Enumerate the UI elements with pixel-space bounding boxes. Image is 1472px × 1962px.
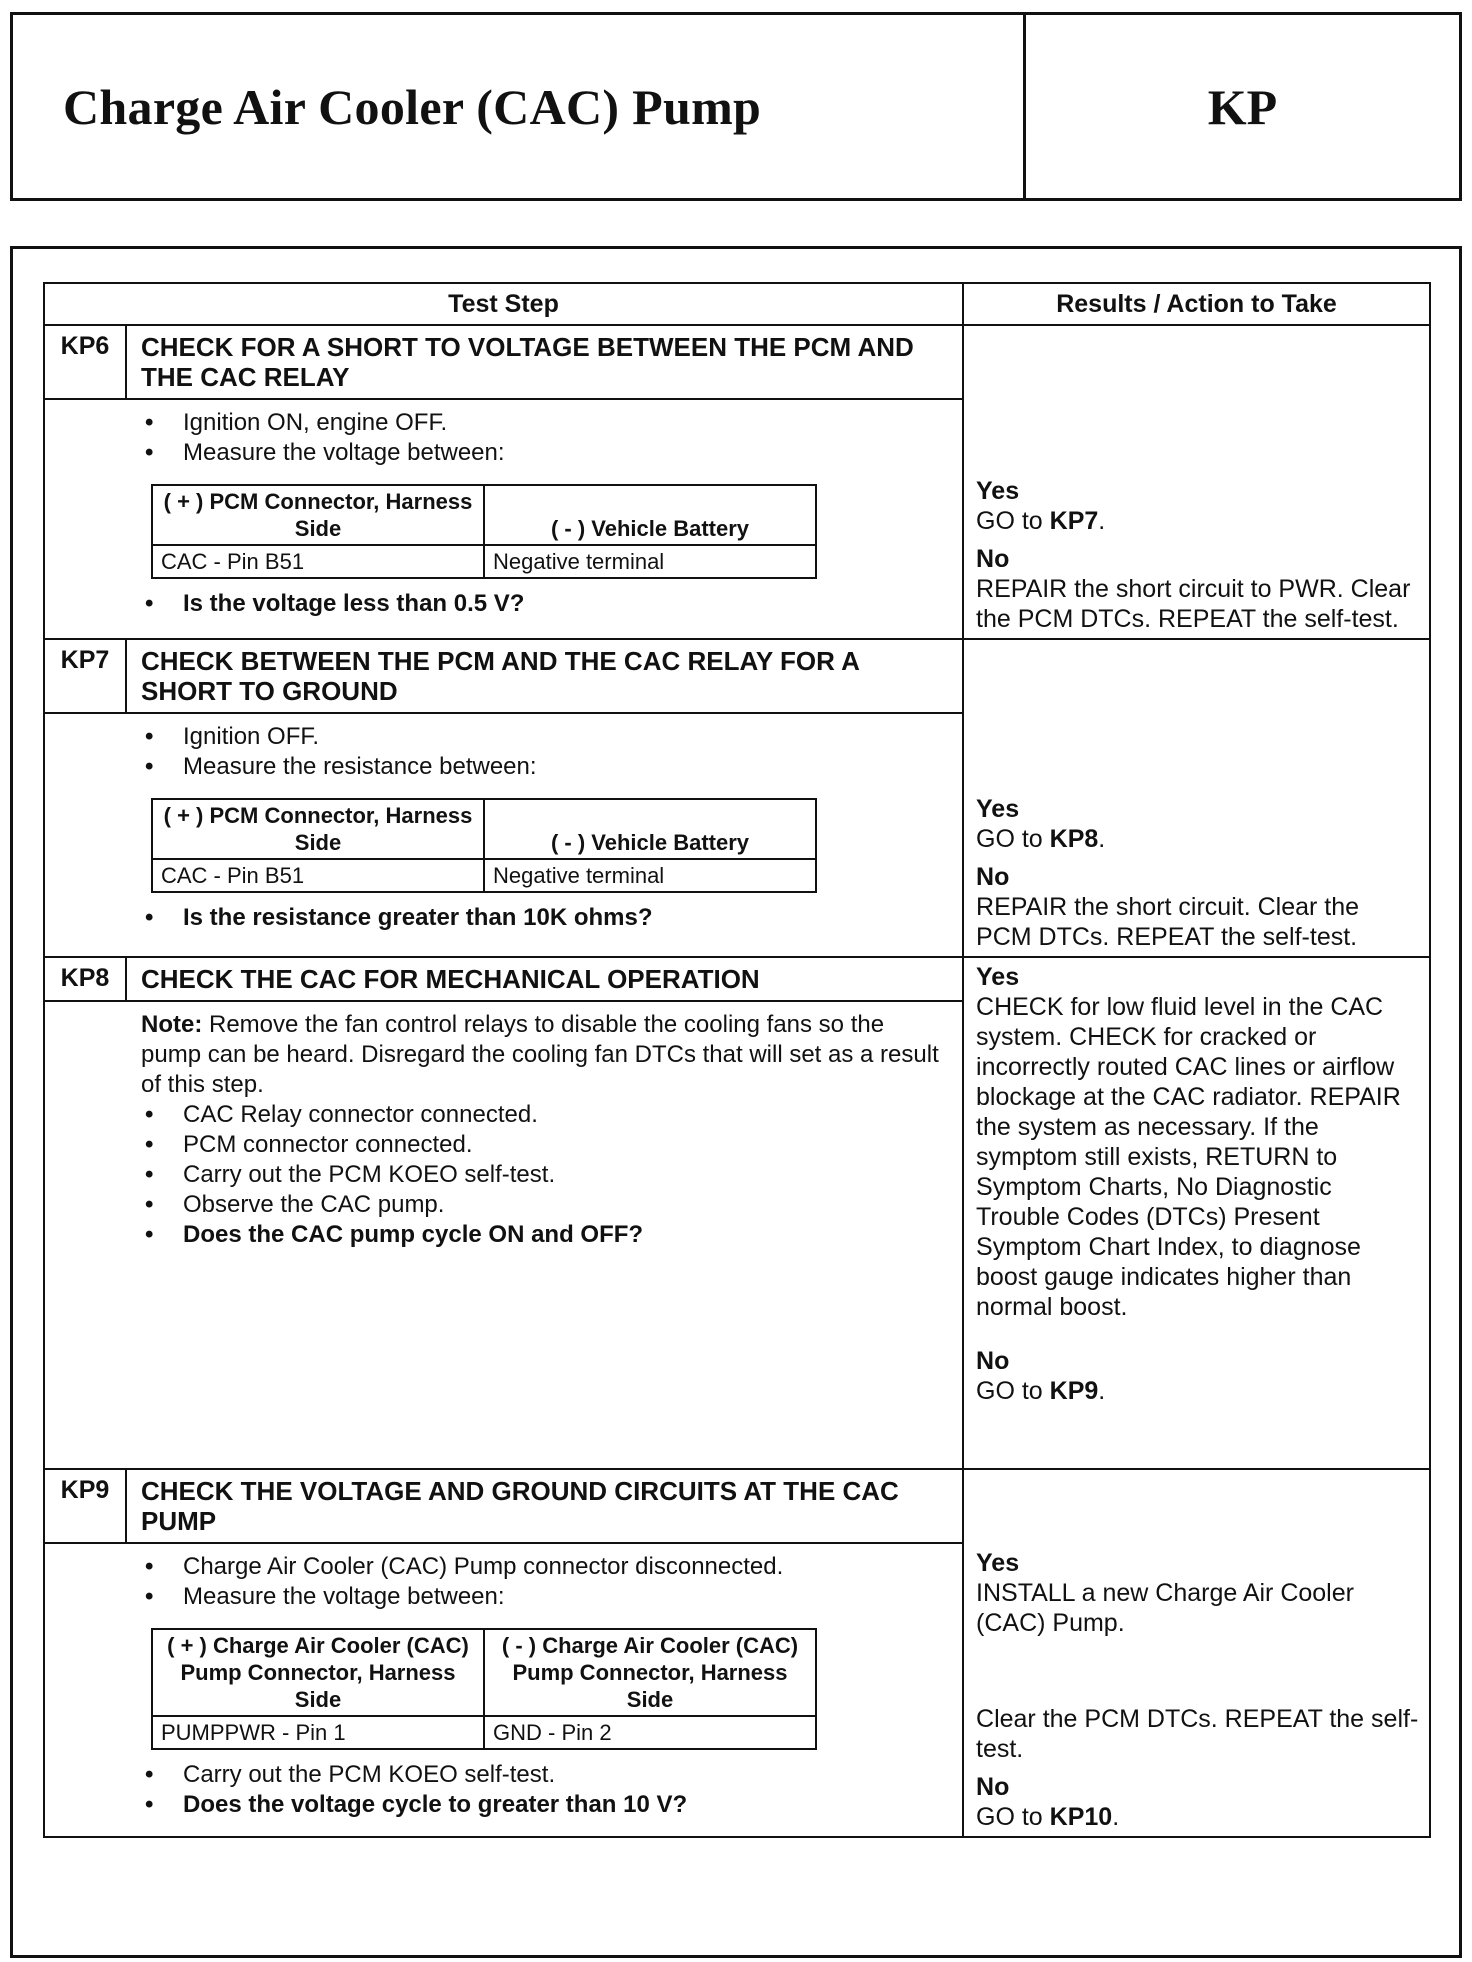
step-title: CHECK FOR A SHORT TO VOLTAGE BETWEEN THE PCM AND THE CAC RELAY (126, 325, 963, 399)
yes-action-extra: Clear the PCM DTCs. REPEAT the self-test. (976, 1705, 1419, 1763)
section-code: KP (1207, 78, 1278, 135)
step-kp8-result (963, 957, 1430, 1469)
bullet-list (141, 903, 950, 933)
list-item: • Charge Air Cooler (CAC) Pump connector disconnected. (141, 1552, 950, 1582)
list-item: • Carry out the PCM KOEO self-test. (141, 1760, 950, 1790)
yes-label: Yes (976, 1549, 1020, 1577)
no-label: No (976, 545, 1010, 573)
no-action: REPAIR the short circuit. Clear the PCM DTCs. REPEAT the self-test. (976, 893, 1360, 951)
list-item: • PCM connector connected. (141, 1130, 950, 1160)
bullet-list (141, 408, 950, 468)
goto-ref: KP7 (1049, 507, 1099, 535)
yes-label: Yes (976, 963, 1020, 991)
step-kp9-title-row (44, 1469, 1430, 1543)
step-body (44, 1543, 963, 1837)
goto-ref: KP9 (1049, 1377, 1099, 1405)
bullet-list (141, 589, 950, 619)
meas-value-positive: CAC - Pin B51 (152, 545, 484, 578)
question: • Is the voltage less than 0.5 V? (141, 589, 950, 619)
step-kp7-title-row (44, 639, 1430, 713)
measurement-table (151, 1628, 817, 1750)
diagnostic-table (43, 282, 1431, 1838)
no-label: No (976, 1347, 1010, 1375)
step-body (44, 399, 963, 639)
yes-action: CHECK for low fluid level in the CAC system. CHECK for cracked or incorrectly routed CAC lines or airflow blockage at the CAC radiator. REPAIR the system as necessary. If the symptom still exists, RETURN to Symptom Charts, No Diagnostic Trouble Codes (DTCs) Present Symptom Chart Index, to diagnose boost gauge indicates higher than normal boost. (976, 993, 1401, 1321)
step-title: CHECK BETWEEN THE PCM AND THE CAC RELAY FOR A SHORT TO GROUND (126, 639, 963, 713)
page-title: Charge Air Cooler (CAC) Pump (63, 78, 762, 135)
step-kp6-title-row (44, 325, 1430, 399)
yes-action: GO to KP7. (976, 507, 1106, 535)
list-item: • Measure the voltage between: (141, 1582, 950, 1612)
col-header-results: Results / Action to Take (963, 283, 1430, 325)
no-label: No (976, 863, 1010, 891)
list-item: • Ignition OFF. (141, 722, 950, 752)
yes-label: Yes (976, 795, 1020, 823)
yes-action: INSTALL a new Charge Air Cooler (CAC) Pump. (976, 1579, 1354, 1637)
bullet-list (141, 722, 950, 782)
list-item: • Measure the voltage between: (141, 438, 950, 468)
question: • Does the voltage cycle to greater than 10 V? (141, 1790, 950, 1820)
code-cell (1026, 15, 1459, 198)
meas-header-positive: ( + ) Charge Air Cooler (CAC) Pump Connector, Harness Side (152, 1629, 484, 1716)
list-item: • Observe the CAC pump. (141, 1190, 950, 1220)
meas-value-positive: CAC - Pin B51 (152, 859, 484, 892)
list-item: • Measure the resistance between: (141, 752, 950, 782)
step-id: KP7 (44, 639, 126, 713)
meas-value-negative: Negative terminal (484, 545, 816, 578)
meas-header-positive: ( + ) PCM Connector, Harness Side (152, 799, 484, 859)
meas-value-positive: PUMPPWR - Pin 1 (152, 1716, 484, 1749)
yes-action: GO to KP8. (976, 825, 1106, 853)
no-action: REPAIR the short circuit to PWR. Clear the PCM DTCs. REPEAT the self-test. (976, 575, 1411, 633)
question: • Is the resistance greater than 10K ohms? (141, 903, 950, 933)
page-header (10, 12, 1462, 201)
meas-value-negative: GND - Pin 2 (484, 1716, 816, 1749)
no-action: GO to KP10. (976, 1803, 1120, 1831)
step-id: KP9 (44, 1469, 126, 1543)
yes-label: Yes (976, 477, 1020, 505)
meas-value-negative: Negative terminal (484, 859, 816, 892)
step-id: KP8 (44, 957, 126, 1001)
step-kp9-result (963, 1469, 1430, 1837)
step-body (44, 1001, 963, 1469)
measurement-table (151, 484, 817, 579)
meas-header-negative: ( - ) Vehicle Battery (484, 799, 816, 859)
col-header-test-step: Test Step (44, 283, 963, 325)
list-item: • Ignition ON, engine OFF. (141, 408, 950, 438)
step-kp8-title-row (44, 957, 1430, 1001)
bullet-list (141, 1100, 950, 1250)
goto-ref: KP10 (1049, 1803, 1113, 1831)
note: Note: Remove the fan control relays to disable the cooling fans so the pump can be heard. Disregard the cooling fan DTCs that will set as a result of this step. (141, 1011, 939, 1098)
list-item: • Carry out the PCM KOEO self-test. (141, 1160, 950, 1190)
goto-ref: KP8 (1049, 825, 1099, 853)
step-kp7-result (963, 639, 1430, 957)
meas-header-negative: ( - ) Vehicle Battery (484, 485, 816, 545)
bullet-list (141, 1760, 950, 1820)
no-action: GO to KP9. (976, 1377, 1106, 1405)
step-title: CHECK THE CAC FOR MECHANICAL OPERATION (126, 957, 963, 1001)
step-id: KP6 (44, 325, 126, 399)
measurement-table (151, 798, 817, 893)
meas-header-positive: ( + ) PCM Connector, Harness Side (152, 485, 484, 545)
step-kp6-result (963, 325, 1430, 639)
table-header-row (44, 283, 1430, 325)
bullet-list (141, 1552, 950, 1612)
title-cell (13, 15, 1026, 198)
question: • Does the CAC pump cycle ON and OFF? (141, 1220, 950, 1250)
step-title: CHECK THE VOLTAGE AND GROUND CIRCUITS AT THE CAC PUMP (126, 1469, 963, 1543)
step-body (44, 713, 963, 957)
no-label: No (976, 1773, 1010, 1801)
meas-header-negative: ( - ) Charge Air Cooler (CAC) Pump Connector, Harness Side (484, 1629, 816, 1716)
list-item: • CAC Relay connector connected. (141, 1100, 950, 1130)
